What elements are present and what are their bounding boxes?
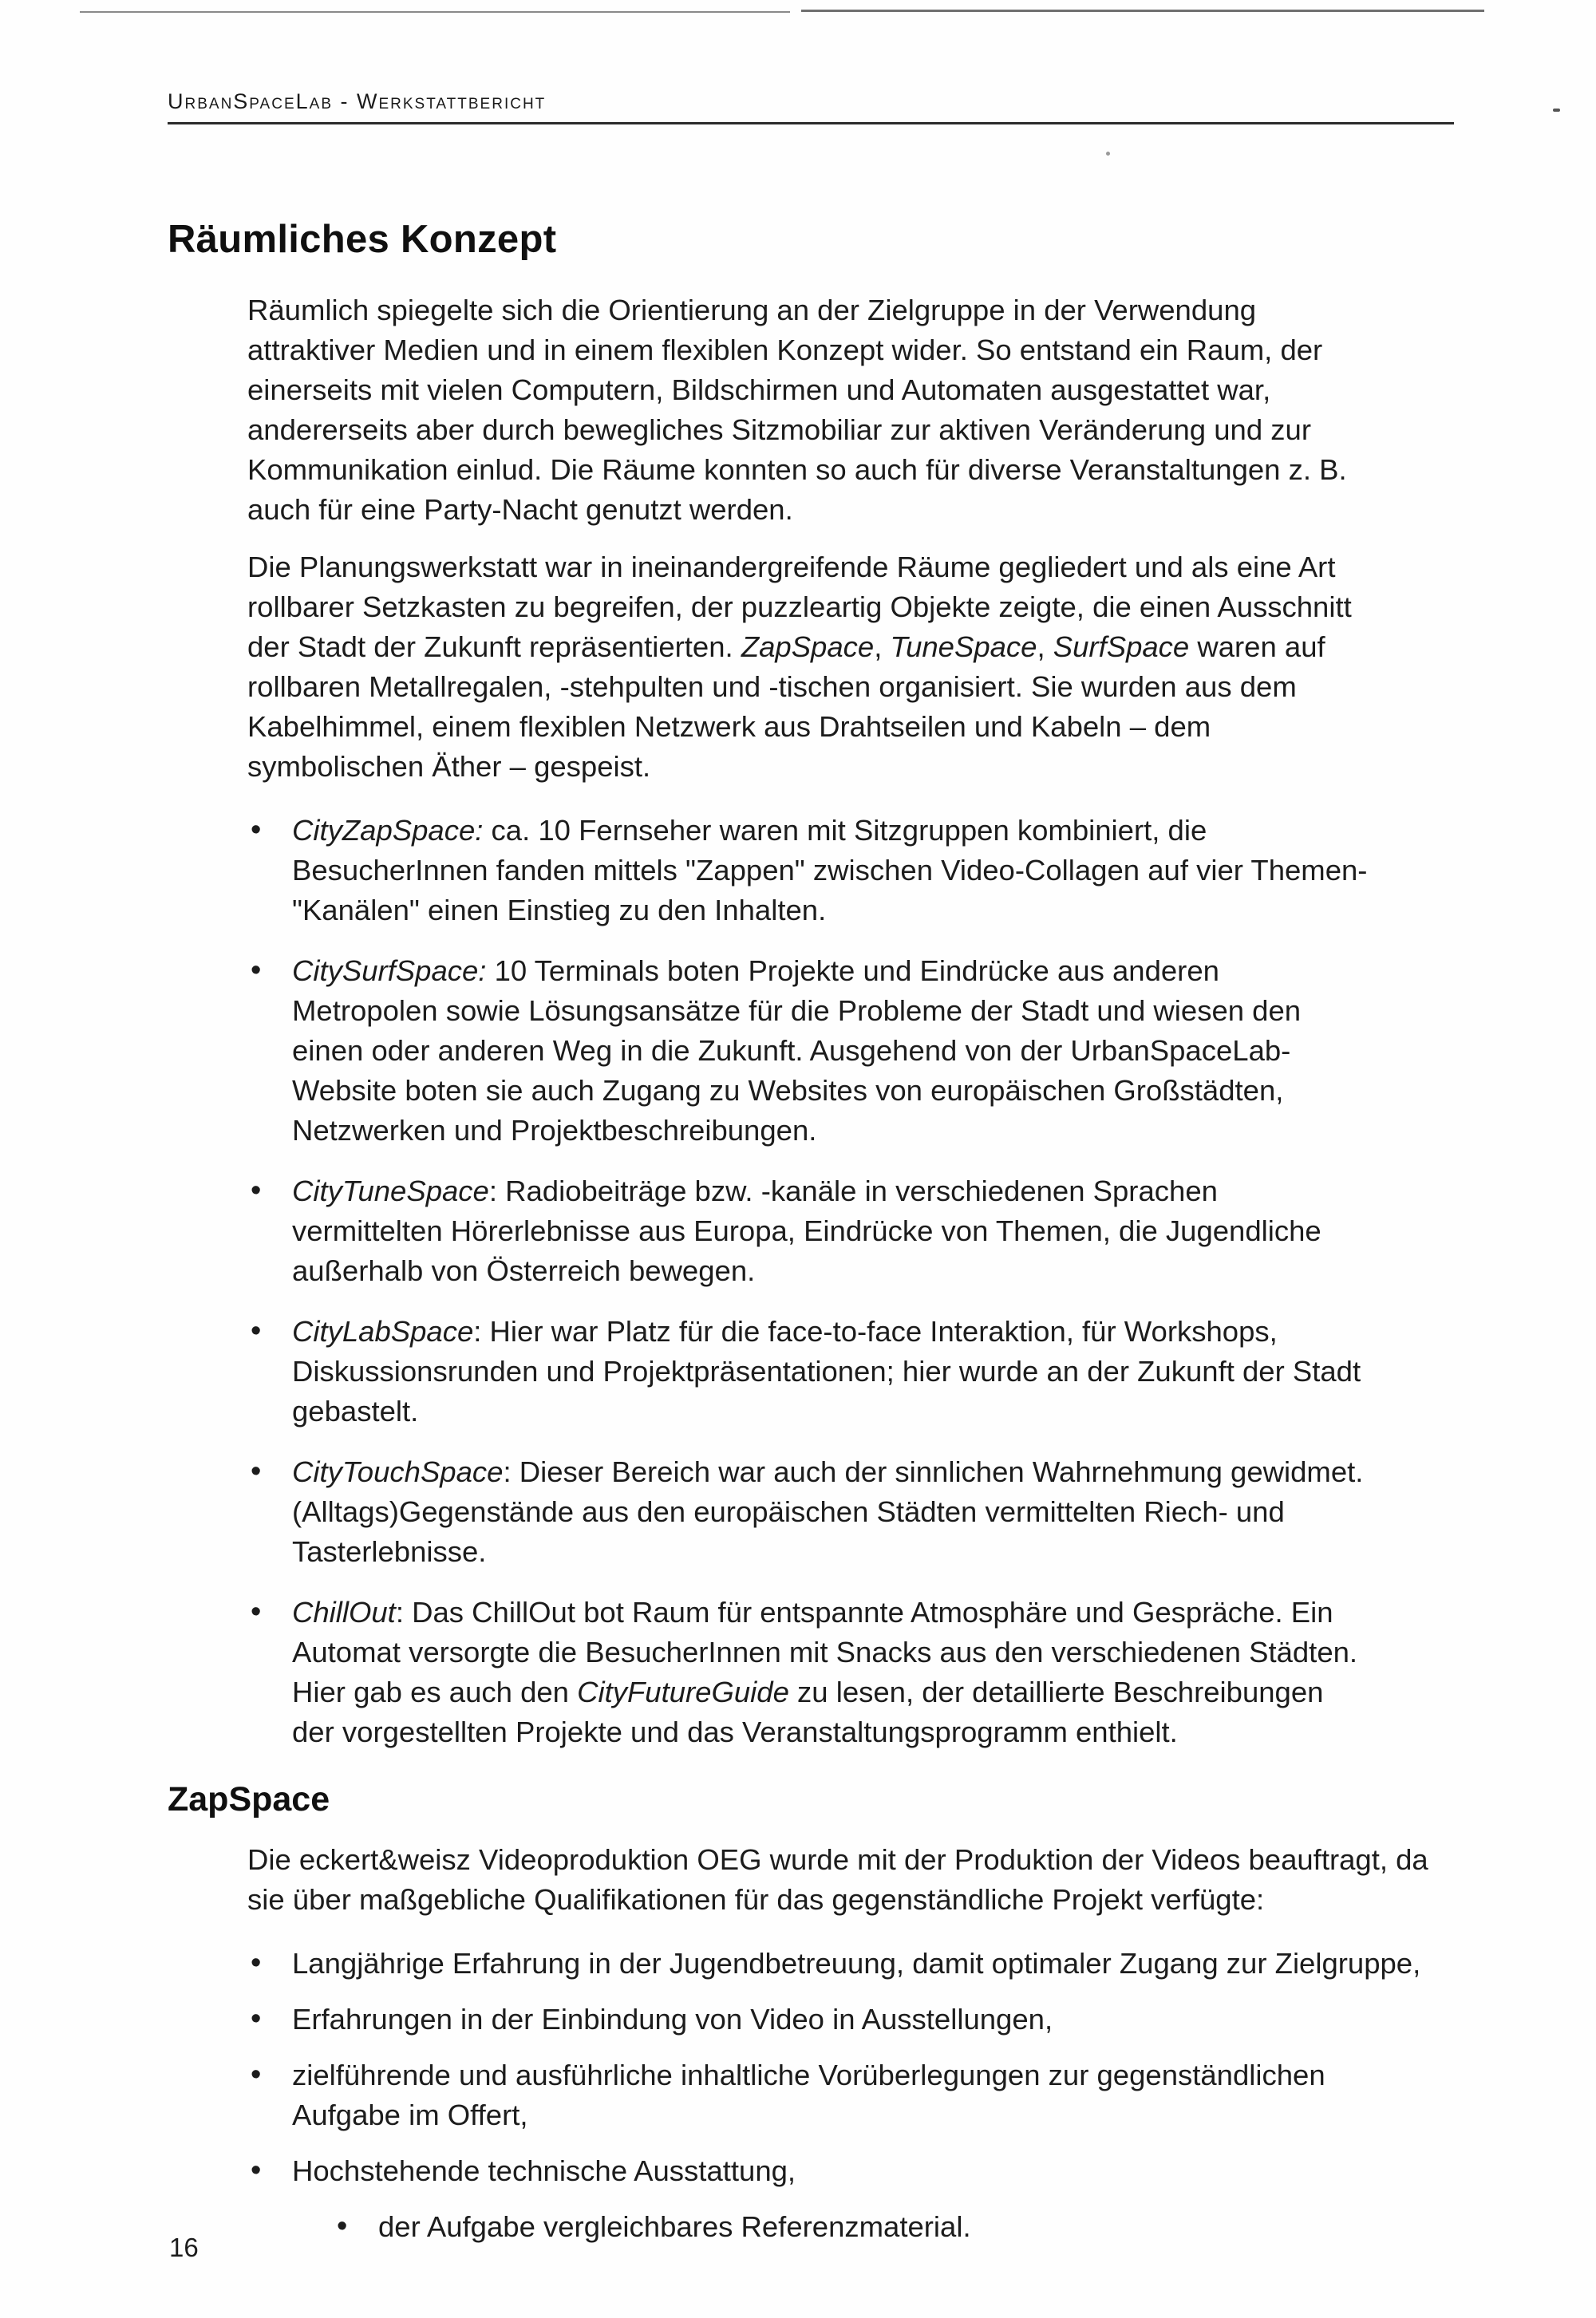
- qualification-sub-list: [334, 2207, 1436, 2247]
- emphasized-text: CityLabSpace: [292, 1315, 474, 1348]
- text-run: : Das ChillOut bot Raum für entspannte Atmosphäre und Gespräche. Ein Automat versorgte die BesucherInnen mit Snacks aus den verschiedenen Städten. Hier gab es auch den: [292, 1596, 1358, 1708]
- list-item-sub-qualification: [334, 2207, 1436, 2247]
- section-body-zapspace: [247, 1840, 1436, 2247]
- emphasized-text: CitySurfSpace:: [292, 954, 487, 987]
- emphasized-text: ZapSpace: [741, 630, 875, 663]
- emphasized-text: SurfSpace: [1053, 630, 1190, 663]
- list-item-citytunespace: [247, 1171, 1369, 1291]
- paragraph: [247, 1840, 1436, 1920]
- text-run: Räumlich spiegelte sich die Orientierung an der Zielgruppe in der Verwendung attraktiver Medien und in einem flexiblen Konzept wider. So entstand ein Raum, der einerseits mit vielen Computern, Bildschirmen und Automaten ausgestattet war, andererseits aber durch bewegliches Sitzmobiliar zur aktiven Veränderung und zur Kommunikation einlud. Die Räume konnten so auch für diverse Veranstaltungen z. B. auch für eine Party-Nacht genutzt werden.: [247, 294, 1347, 526]
- space-bullet-list: [247, 811, 1369, 1752]
- text-run: ,: [1037, 630, 1053, 663]
- emphasized-text: TuneSpace: [890, 630, 1037, 663]
- list-item-citytouchspace: [247, 1452, 1369, 1572]
- emphasized-text: CityTuneSpace: [292, 1175, 489, 1207]
- list-item-cityzapspace: [247, 811, 1369, 930]
- emphasized-text: CityTouchSpace: [292, 1455, 504, 1488]
- list-item-citylabspace: [247, 1312, 1369, 1431]
- text-run: Hochstehende technische Ausstattung,: [292, 2154, 796, 2187]
- emphasized-text: ChillOut: [292, 1596, 396, 1629]
- list-item-qualification: [247, 1944, 1436, 1984]
- page-number: 16: [169, 2233, 199, 2262]
- emphasized-text: CityFutureGuide: [577, 1676, 789, 1708]
- list-item-chillout: [247, 1593, 1369, 1752]
- running-header: UrbanSpaceLab - Werkstattbericht: [168, 89, 547, 113]
- section-heading-zapspace: ZapSpace: [168, 1780, 330, 1818]
- text-run: waren auf rollbaren Metallregalen, -stehpulten und -tischen organisiert. Sie wurden aus dem Kabelhimmel, einem flexiblen Netzwerk aus Drahtseilen und Kabeln – dem symbolischen Äther – gespeist.: [247, 630, 1325, 783]
- section-body-raeumliches-konzept: [247, 290, 1369, 1752]
- text-run: zu lesen, der detaillierte Beschreibungen der vorgestellten Projekte und das Veranstaltungsprogramm enthielt.: [292, 1676, 1324, 1748]
- list-item-qualification: [247, 2055, 1436, 2135]
- text-run: Erfahrungen in der Einbindung von Video in Ausstellungen,: [292, 2003, 1053, 2036]
- list-item-citysurfspace: [247, 951, 1369, 1151]
- text-run: zielführende und ausführliche inhaltliche Vorüberlegungen zur gegenständlichen Aufgabe im Offert,: [292, 2059, 1325, 2131]
- text-run: ,: [874, 630, 891, 663]
- text-run: Die Planungswerkstatt war in ineinandergreifende Räume gegliedert und als eine Art rollbarer Setzkasten zu begreifen, der puzzleartig Objekte zeigte, die einen Ausschnitt der Stadt der Zukunft repräsentierten.: [247, 551, 1352, 663]
- text-run: Langjährige Erfahrung in der Jugendbetreuung, damit optimaler Zugang zur Zielgruppe,: [292, 1947, 1421, 1980]
- text-run: ca. 10 Fernseher waren mit Sitzgruppen kombiniert, die BesucherInnen fanden mittels "Zappen" zwischen Video-Collagen auf vier Themen-"Kanälen" einen Einstieg zu den Inhalten.: [292, 814, 1368, 926]
- section-heading-raeumliches-konzept: Räumliches Konzept: [168, 218, 557, 261]
- page-content: [168, 0, 1454, 2247]
- paragraph: [247, 290, 1369, 530]
- scan-artifact-margin-mark: [1553, 109, 1560, 112]
- text-run: : Dieser Bereich war auch der sinnlichen Wahrnehmung gewidmet. (Alltags)Gegenstände aus den europäischen Städten vermittelten Riech- und Tasterlebnisse.: [292, 1455, 1364, 1568]
- text-run: 10 Terminals boten Projekte und Eindrücke aus anderen Metropolen sowie Lösungsansätze für die Probleme der Stadt und wiesen den einen oder anderen Weg in die Zukunft. Ausgehend von der UrbanSpaceLab-Website boten sie auch Zugang zu Websites von europäischen Großstädten, Netzwerken und Projektbeschreibungen.: [292, 954, 1302, 1147]
- header-rule: [168, 122, 1454, 124]
- text-run: Die eckert&weisz Videoproduktion OEG wurde mit der Produktion der Videos beauftragt, da sie über maßgebliche Qualifikationen für das gegenständliche Projekt verfügte:: [247, 1843, 1428, 1916]
- qualification-bullet-list: [247, 1944, 1436, 2247]
- text-run: : Hier war Platz für die face-to-face Interaktion, für Workshops, Diskussionsrunden und Projektpräsentationen; hier wurde an der Zukunft der Stadt gebastelt.: [292, 1315, 1361, 1428]
- text-run: : Radiobeiträge bzw. -kanäle in verschiedenen Sprachen vermittelten Hörerlebnisse aus Europa, Eindrücke von Themen, die Jugendliche außerhalb von Österreich bewegen.: [292, 1175, 1321, 1287]
- list-item-qualification: [247, 2151, 1436, 2191]
- emphasized-text: CityZapSpace:: [292, 814, 484, 847]
- paragraph: [247, 547, 1369, 787]
- text-run: der Aufgabe vergleichbares Referenzmaterial.: [378, 2210, 971, 2243]
- list-item-qualification: [247, 2000, 1436, 2040]
